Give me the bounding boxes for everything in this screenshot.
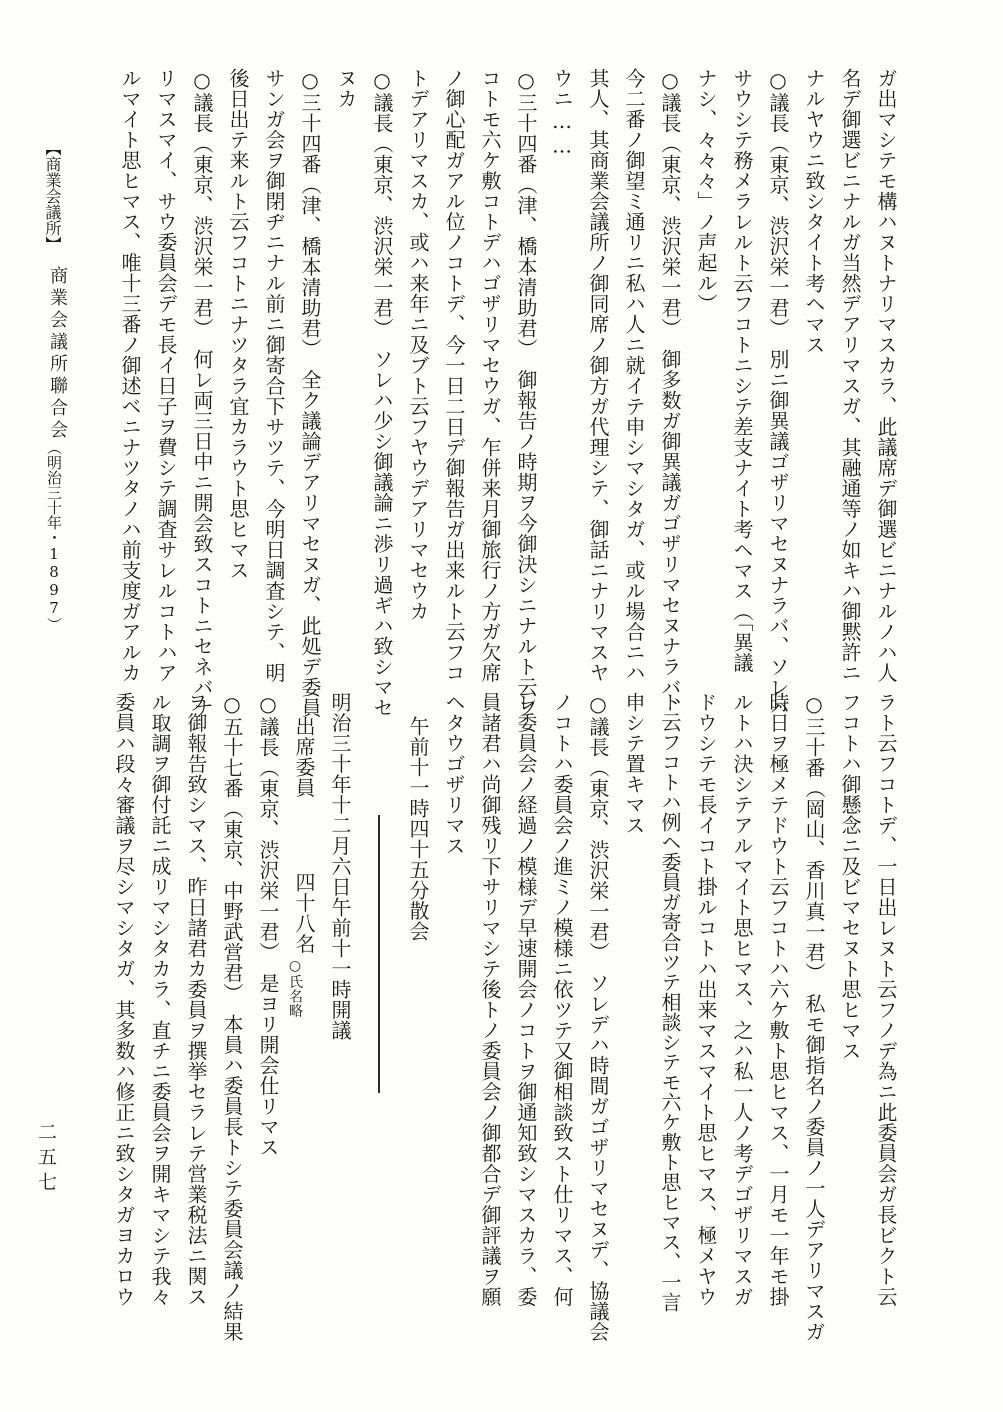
text-column: トデアリマスカ、或ハ来年ニ及ブト云フヤウデアリマセウカ <box>406 68 430 622</box>
section-divider <box>378 815 380 1093</box>
text-column: ノコトハ委員会ノ進ミノ模様ニ依ツテ又御相談致スト仕リマス、何 <box>550 692 574 1307</box>
text-column: ヘタウゴザリマス <box>442 692 466 856</box>
text-column: ル取調ヲ御付託ニ成リマシタカラ、直チニ委員会ヲ開キマシテ我々 <box>148 692 172 1307</box>
text-column: ト云フコトハ例ヘ委員ガ寄合ツテ相談シテモ六ケ敷ト思ヒマス、一言 <box>658 692 682 1312</box>
meeting-opening: 明治三十年十二月六日午前十一時開議 <box>328 692 352 1041</box>
omission-note: ○氏名略 <box>287 958 303 1018</box>
text-column: コトモ六ケ敷コトデハゴザリマセウガ、乍併来月御旅行ノ方ガ欠席 <box>478 68 502 683</box>
text-column: ドウシテモ長イコト掛ルコトハ出来マスマイト思ヒマス、極メヤウ <box>694 692 718 1307</box>
text-column: ガ出マシテモ構ハヌトナリマスカラ、此議席デ御選ビニナルノハ人 <box>874 68 898 683</box>
text-column: 時日ヲ極メテドウト云フコトハ六ケ敷ト思ヒマス、一月モ一年モ掛 <box>766 692 790 1307</box>
text-column: ウニ…… <box>550 68 574 158</box>
text-column: ナルヤウニ致シタイト考ヘマス <box>802 68 826 355</box>
text-column: ○議長（東京、渋沢栄一君） ソレハ少シ御議論ニ渉リ過ギハ致シマセ <box>370 68 394 718</box>
text-column: 名デ御選ビニナルガ当然デアリマスガ、其融通等ノ如キハ御黙許ニ <box>838 68 862 683</box>
text-column: ○議長（東京、渋沢栄一君） 御多数ガ御異議ガゴザリマセヌナラバ、 <box>658 68 682 718</box>
text-column: ルトハ決シテアルマイト思ヒマス、之ハ私一人ノ考デゴザリマスガ <box>730 692 754 1307</box>
adjournment-line: 午前十一時四十五分散会 <box>406 716 430 942</box>
text-column: ノ御心配ガアル位ノコトデ、今一日二日デ御報告ガ出来ルト云フコ <box>442 68 466 683</box>
text-column: ヲ御報告致シマス、昨日諸君カ委員ヲ撰挙セラレテ営業税法ニ関ス <box>184 692 208 1307</box>
text-column: 其人、其商業会議所ノ御同席ノ御方ガ代理シテ、御話ニナリマスヤ <box>586 68 610 683</box>
text-column: 員諸君ハ尚御残リ下サリマシテ後トノ委員会ノ御都合デ御評議ヲ願 <box>478 692 502 1307</box>
organization-name: 商業会議所聯合会 <box>47 266 68 442</box>
text-column: サウシテ務メラレルト云フコトニシテ差支ナイト考ヘマス（「異議 <box>730 68 754 673</box>
page-number: 二五七 <box>35 1122 57 1197</box>
text-column: ルマイト思ヒマス、唯十三番ノ御述ベニナツタノハ前支度ガアルカ <box>118 68 142 683</box>
text-column: 申シテ置キマス <box>622 692 646 836</box>
text-column: フコトハ御懸念ニ及ビマセヌト思ヒマス <box>838 692 862 1061</box>
text-column: 今二番ノ御望ミ通リニ私ハ人ニ就イテ申シマシタガ、或ル場合ニハ <box>622 68 646 683</box>
text-column: 後日出テ来ルト云フコトニナツタラ宜カラウト思ヒマス <box>226 68 250 581</box>
text-column: ○五十七番（東京、中野武営君） 本員ハ委員長トシテ委員会議ノ結果 <box>220 692 244 1342</box>
text-column: ナシ、々々々」ノ声起ル） <box>694 68 718 314</box>
publication-date: （明治三十年・1897） <box>45 440 63 632</box>
text-column: ○議長（東京、渋沢栄一君） ソレデハ時間ガゴザリマセヌデ、協議会 <box>586 692 610 1342</box>
text-column: 委員ハ段々審議ヲ尽シマシタガ、其多数ハ修正ニ致シタガヨカロウ <box>112 692 136 1307</box>
text-column: ○三十四番（津、橋本清助君） 全ク議論デアリマセヌガ、此処デ委員 <box>298 68 322 718</box>
attendance-count: 四十八名 <box>292 872 316 954</box>
section-label: 【商業会議所】 <box>43 140 62 252</box>
attendance-label: 出席委員 <box>292 716 316 798</box>
text-column: リマスマイ、サウ委員会デモ長イ日子ヲ費シテ調査サレルコトハア <box>154 68 178 683</box>
text-column: ○議長（東京、渋沢栄一君） 何レ両三日中ニ開会致スコトニセネバナ <box>190 68 214 718</box>
text-column: ○三十四番（津、橋本清助君） 御報告ノ時期ヲ今御決シニナルト云フ <box>514 68 538 718</box>
text-column: ○議長（東京、渋沢栄一君） 別ニ御異議ゴザリマセヌナラバ、ソレハ <box>766 68 790 718</box>
text-column: ヌカ <box>334 68 358 109</box>
text-column: ○三十番（岡山、香川真一君） 私モ御指名ノ委員ノ一人デアリマスガ <box>802 692 826 1342</box>
text-column: レ委員会ノ経過ノ模様デ早速開会ノコトヲ御通知致シマスカラ、委 <box>514 692 538 1307</box>
chair-line: ○議長（東京、渋沢栄一君） 是ヨリ開会仕リマス <box>256 692 280 1158</box>
text-column: サンガ会ヲ御閉ヂニナル前ニ御寄合下サツテ、今明日調査シテ、明 <box>262 68 286 683</box>
text-column: ラト云フコトデ、一日出レヌト云フノデ為ニ此委員会ガ長ビクト云 <box>874 692 898 1307</box>
